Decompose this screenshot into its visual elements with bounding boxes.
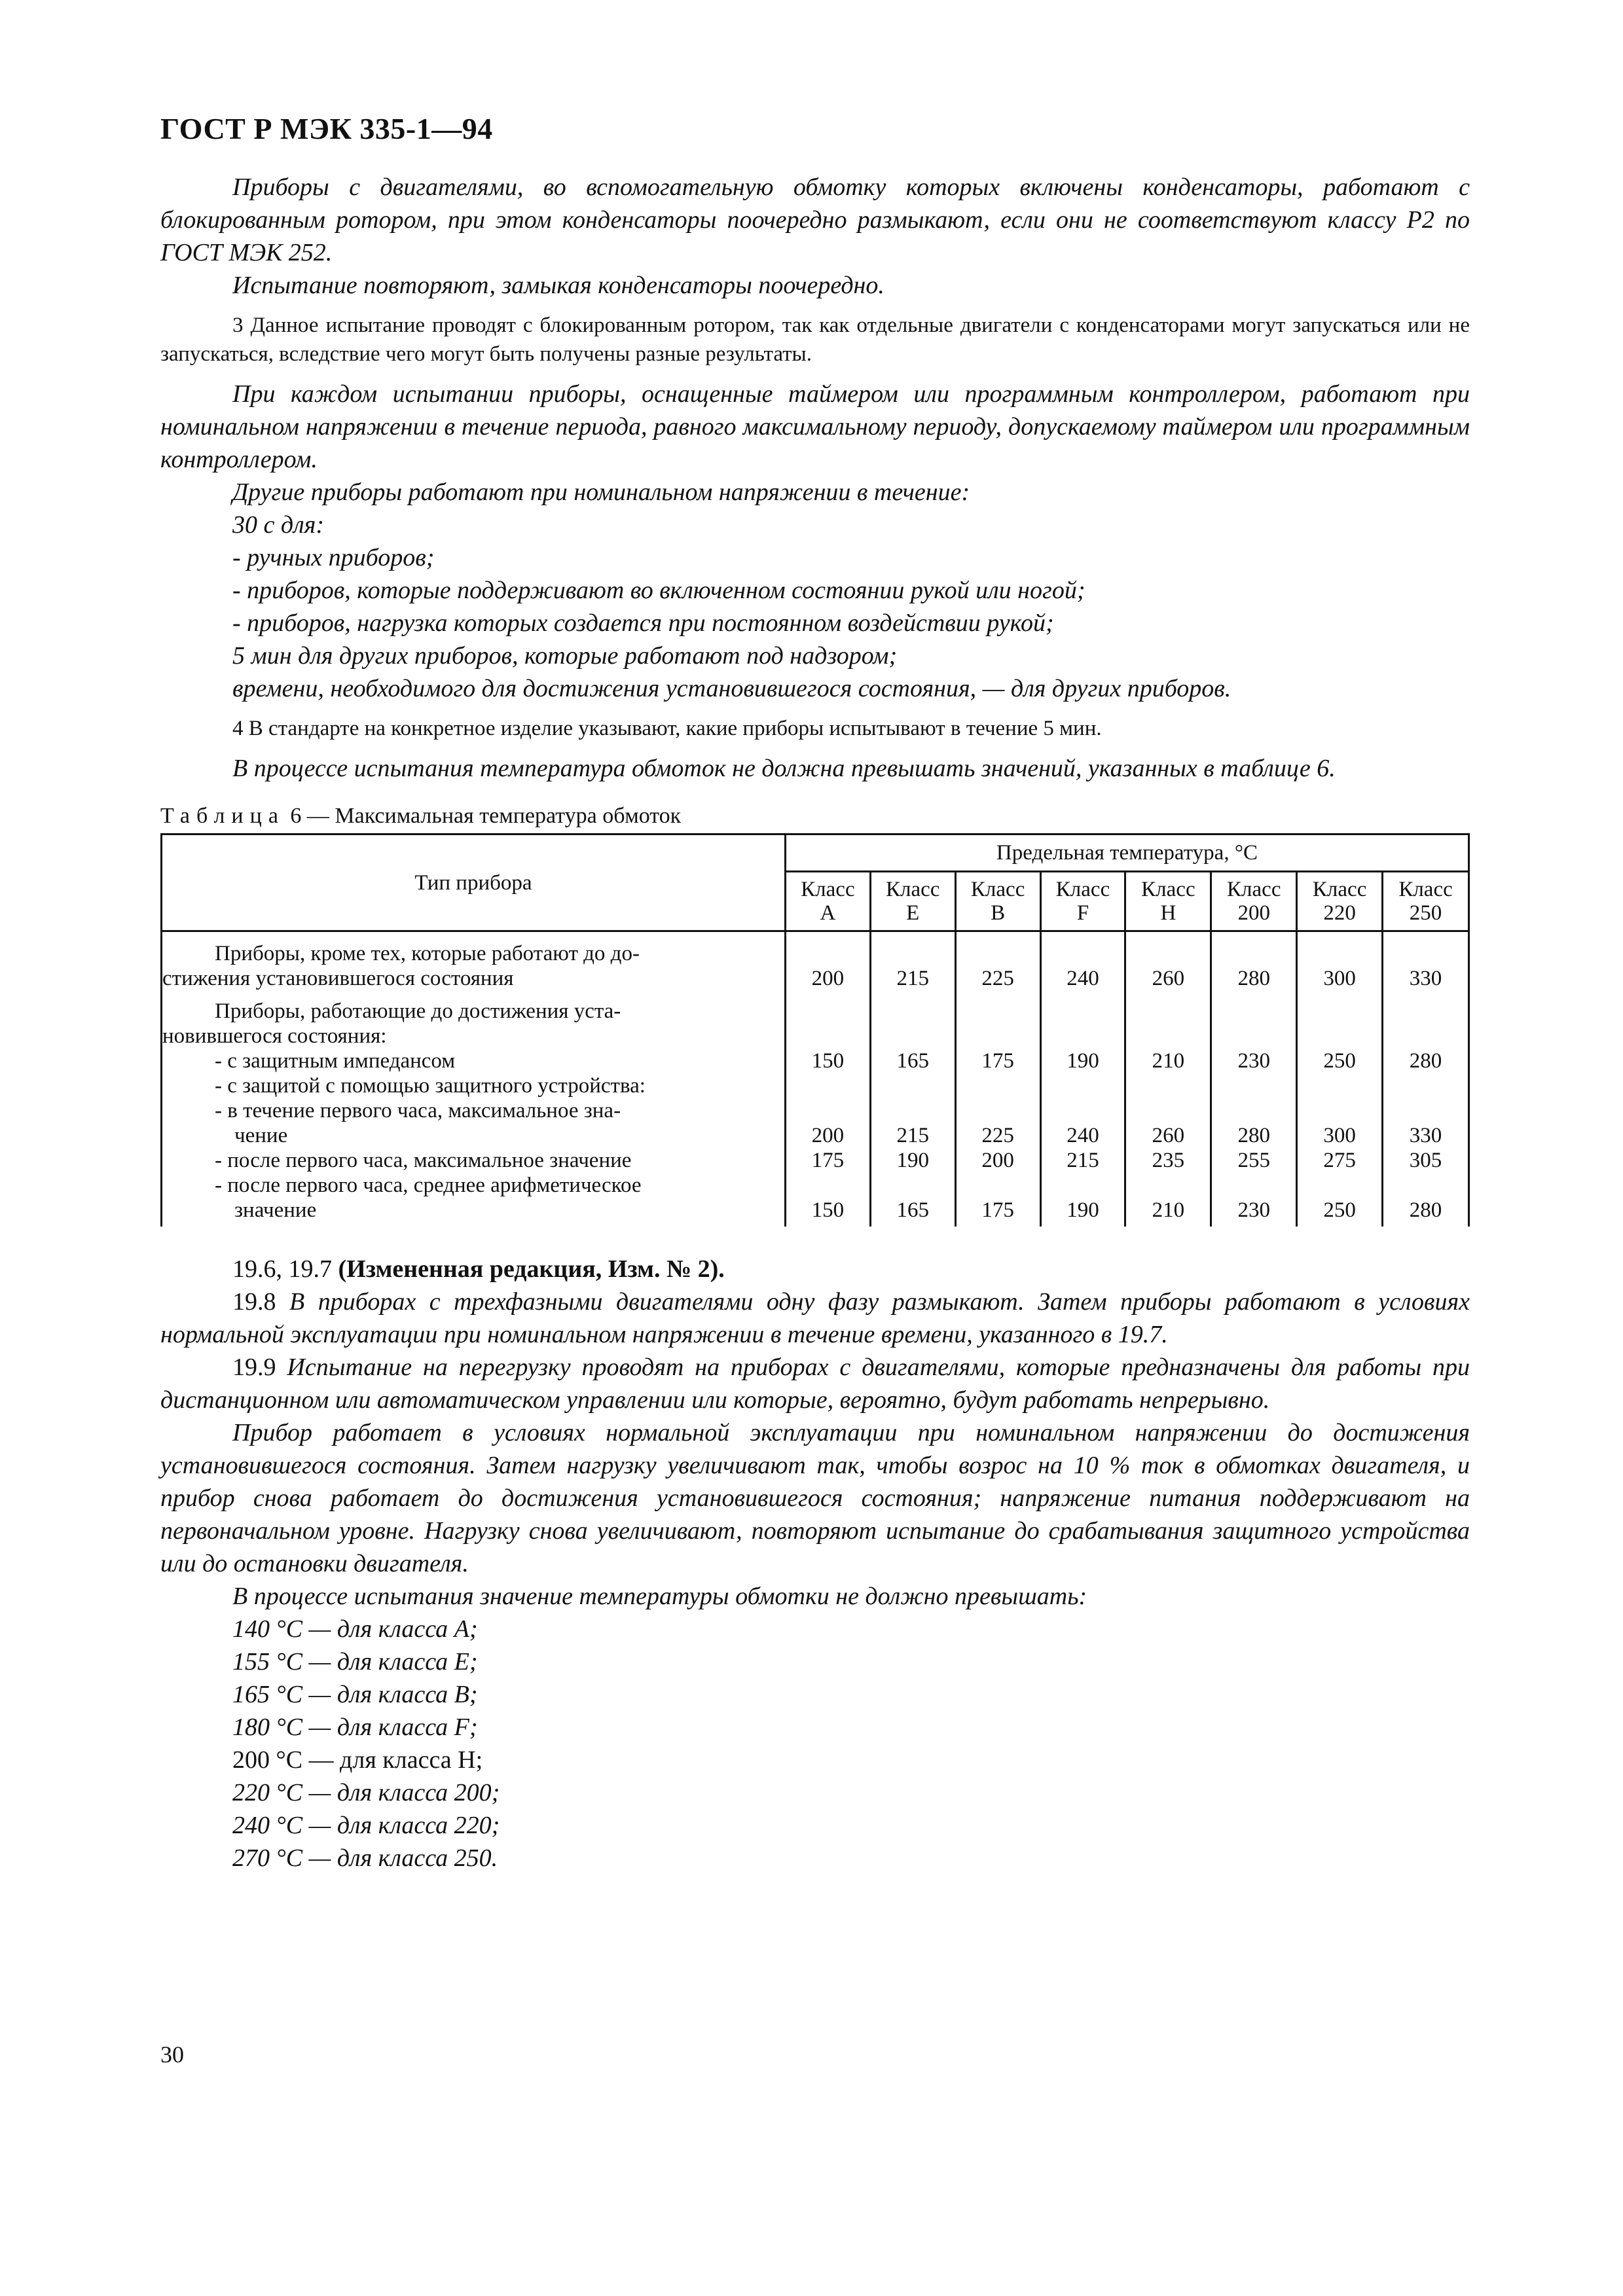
list-item: времени, необходимого для достижения установившегося состояния, — для других приборов.: [232, 675, 1231, 702]
header-class-f: Класс F: [1040, 872, 1125, 931]
table-row: [162, 931, 1469, 992]
list-item: 200 °С — для класса Н;: [232, 1746, 483, 1774]
list-item: - приборов, которые поддерживают во включенном состоянии рукой или ногой;: [232, 577, 1085, 604]
table-caption-word: Таблица: [160, 804, 285, 828]
list-item: 165 °С — для класса В;: [232, 1681, 478, 1708]
page-number: 30: [160, 2041, 184, 2068]
section-19-9: 19.9 Испытание на перегрузку проводят на приборах с двигателями, которые предназначены для работы при дистанционном или автоматическом управлении или которые, вероятно, будут работать непрерывно.: [160, 1354, 1470, 1414]
table-caption: [160, 802, 1470, 831]
row-desc: Приборы, работающие до достижения уста- новившегося состояния: - с защитным импедансом - с защитой с помощью защитного устройства: - в течение первого часа, максимальное зна- чение - после первого часа, максимальное значение - после первого часа, среднее арифметическое значение: [162, 991, 786, 1227]
header-device-type: Тип прибора: [162, 834, 786, 931]
header-class-a: Класс А: [785, 872, 870, 931]
header-limit-temperature: Предельная температура, °С: [785, 834, 1468, 872]
table-cell: 230 280 255 230: [1211, 991, 1297, 1227]
table-caption-title: 6 — Максимальная температура обмоток: [290, 804, 682, 828]
list-item: Другие приборы работают при номинальном напряжении в течение:: [232, 478, 970, 506]
list-item: 220 °С — для класса 200;: [232, 1779, 500, 1806]
row-desc: Приборы, кроме тех, которые работают до до- стижения установившегося состояния: [162, 931, 786, 992]
header-class-e: Класс Е: [870, 872, 955, 931]
table-row: [162, 991, 1469, 1227]
list-item: В процессе испытания значение температуры обмотки не должно превышать:: [232, 1583, 1087, 1610]
list-item: 270 °С — для класса 250.: [232, 1844, 498, 1872]
paragraph-capacitor-motors: Приборы с двигателями, во вспомогательную обмотку которых включены конденсаторы, работают с блокированным ротором, при этом конденсаторы поочередно размыкают, если они не соответствуют классу Р2 по ГОСТ МЭК 252.: [160, 173, 1470, 266]
header-class-220: Класс 220: [1297, 872, 1383, 931]
paragraph-table-reference: В процессе испытания температура обмоток не должна превышать значений, указанных в таблице 6.: [232, 755, 1336, 782]
table-cell: 280: [1211, 931, 1297, 992]
table-cell: 250 300 275 250: [1297, 991, 1383, 1227]
table-cell: 300: [1297, 931, 1383, 992]
table-cell: 150 200 175 150: [785, 991, 870, 1227]
table-cell: 330: [1383, 931, 1469, 992]
list-item: 240 °С — для класса 220;: [232, 1812, 500, 1839]
table-cell: 215: [870, 931, 955, 992]
section-19-6-19-7: 19.6, 19.7 (Измененная редакция, Изм. № 2).: [232, 1255, 725, 1283]
note-4: 4 В стандарте на конкретное изделие указывают, какие приборы испытывают в течение 5 мин.: [232, 717, 1102, 740]
paragraph-overload-test: Прибор работает в условиях нормальной эксплуатации при номинальном напряжении до достижения установившегося состояния. Затем нагрузку увеличивают так, чтобы возрос на 10 % ток в обмотках двигателя, и прибор снова работает до достижения установившегося состояния; напряжение питания поддерживают на первоначальном уровне. Нагрузку снова увеличивают, повторяют испытание до срабатывания защитного устройства или до остановки двигателя.: [160, 1419, 1470, 1577]
list-item: 30 с для:: [232, 511, 324, 539]
list-item: 140 °С — для класса А;: [232, 1615, 478, 1643]
table-cell: 260: [1125, 931, 1211, 992]
header-class-h: Класс Н: [1125, 872, 1211, 931]
paragraph-timer-devices: При каждом испытании приборы, оснащенные таймером или программным контроллером, работают при номинальном напряжении в течение периода, равного максимальному периоду, допускаемому таймером или программным контроллером.: [160, 380, 1470, 473]
list-item: 155 °С — для класса Е;: [232, 1648, 478, 1676]
table-cell: 200: [785, 931, 870, 992]
list-item: - приборов, нагрузка которых создается при постоянном воздействии рукой;: [232, 609, 1054, 637]
table-cell: 190 240 215 190: [1040, 991, 1125, 1227]
list-item: 180 °С — для класса F;: [232, 1713, 478, 1741]
note-3: 3 Данное испытание проводят с блокированным ротором, так как отдельные двигатели с конденсаторами могут запускаться или не запускаться, вследствие чего могут быть получены разные результаты.: [160, 314, 1470, 366]
table-cell: 280 330 305 280: [1383, 991, 1469, 1227]
list-item: - ручных приборов;: [232, 544, 435, 571]
table-cell: 225: [955, 931, 1040, 992]
section-19-8: 19.8 В приборах с трехфазными двигателями одну фазу размыкают. Затем приборы работают в условиях нормальной эксплуатации при номинальном напряжении в течение времени, указанного в 19.7.: [160, 1288, 1470, 1348]
table-cell: 210 260 235 210: [1125, 991, 1211, 1227]
temperature-limits-list: [160, 1580, 1470, 1874]
document-page: [160, 111, 1470, 1874]
duration-list: [160, 476, 1470, 705]
header-class-200: Класс 200: [1211, 872, 1297, 931]
header-class-250: Класс 250: [1383, 872, 1469, 931]
header-class-b: Класс В: [955, 872, 1040, 931]
list-item: 5 мин для других приборов, которые работают под надзором;: [232, 642, 898, 670]
table-cell: 165 215 190 165: [870, 991, 955, 1227]
winding-temperature-table: [160, 833, 1470, 1227]
table-cell: 240: [1040, 931, 1125, 992]
document-header: ГОСТ Р МЭК 335-1—94: [160, 112, 493, 145]
table-cell: 175 225 200 175: [955, 991, 1040, 1227]
paragraph-repeat-test: Испытание повторяют, замыкая конденсаторы поочередно.: [232, 272, 884, 299]
